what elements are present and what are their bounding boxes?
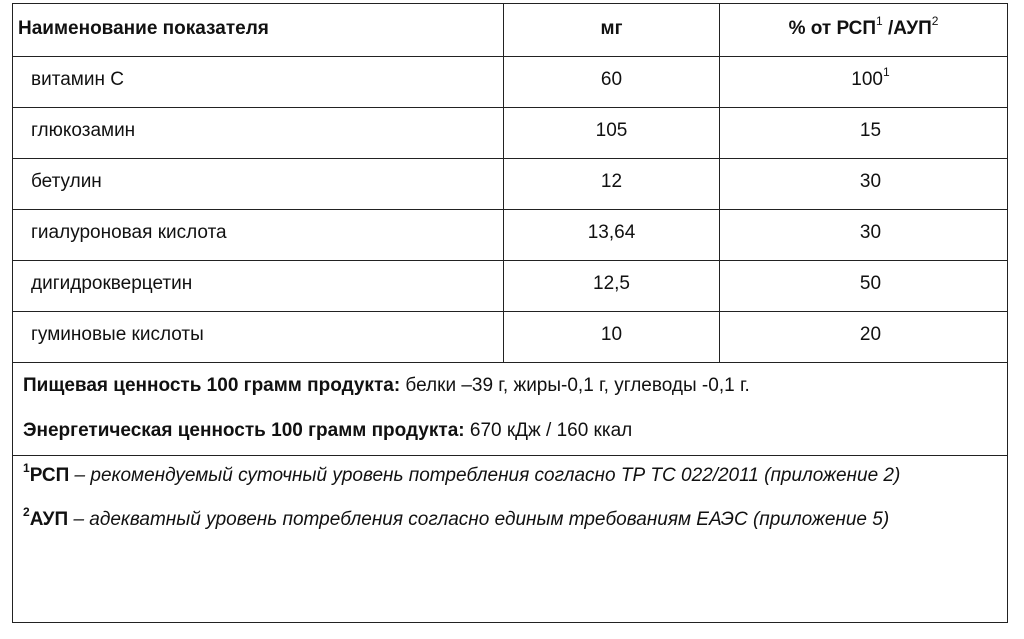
- row-name: гуминовые кислоты: [13, 312, 504, 362]
- row-name: витамин С: [13, 57, 504, 107]
- row-mg: 60: [504, 57, 720, 107]
- row-percent-value: 50: [859, 273, 882, 294]
- row-name: глюкозамин: [13, 108, 504, 158]
- footnote-1-text: – рекомендуемый суточный уровень потребления согласно ТР ТС 022/2011 (приложение 2): [69, 465, 901, 486]
- header-mg: мг: [504, 4, 720, 56]
- header-percent-rsp: % от РСП: [788, 18, 877, 39]
- row-name: гиалуроновая кислота: [13, 210, 504, 260]
- footnote-2-term: АУП: [29, 509, 69, 530]
- header-percent: [720, 4, 1007, 56]
- row-percent: [720, 57, 1007, 107]
- header-percent-aup: /АУП: [882, 18, 932, 39]
- nutrition-label: Пищевая ценность 100 грамм продукта:: [23, 375, 401, 396]
- row-mg: 12,5: [504, 261, 720, 311]
- row-mg: 10: [504, 312, 720, 362]
- row-percent-value: 20: [859, 324, 882, 345]
- row-percent: [720, 108, 1007, 158]
- table-row: [13, 108, 1007, 159]
- table-header-row: [13, 4, 1007, 57]
- row-percent-sup: 1: [883, 65, 890, 79]
- row-name: бетулин: [13, 159, 504, 209]
- row-percent: [720, 261, 1007, 311]
- footnote-1: [23, 456, 997, 491]
- table-row: [13, 261, 1007, 312]
- row-percent-value: 100: [851, 69, 883, 90]
- nutrition-line: [23, 363, 997, 397]
- row-percent-value: 15: [859, 120, 882, 141]
- table-row: [13, 210, 1007, 261]
- table-row: [13, 57, 1007, 108]
- footnote-2-text: – адекватный уровень потребления согласно единым требованиям ЕАЭС (приложение 5): [68, 509, 890, 530]
- header-name: Наименование показателя: [13, 4, 504, 56]
- row-percent-value: 30: [859, 222, 882, 243]
- header-percent-sup2: 2: [931, 14, 939, 28]
- footnote-1-term: РСП: [29, 465, 70, 486]
- energy-label: Энергетическая ценность 100 грамм продукта:: [23, 420, 465, 441]
- row-mg: 13,64: [504, 210, 720, 260]
- header-percent-sup1: 1: [876, 14, 883, 28]
- footnotes-block: [13, 456, 1007, 622]
- energy-line: [23, 397, 997, 442]
- nutrition-document: [12, 3, 1008, 623]
- table-row: [13, 159, 1007, 210]
- energy-value: 670 кДж / 160 ккал: [464, 420, 633, 441]
- row-mg: 105: [504, 108, 720, 158]
- nutrition-block: [13, 363, 1007, 456]
- row-percent-value: 30: [859, 171, 882, 192]
- footnote-2: [23, 491, 997, 535]
- row-name: дигидрокверцетин: [13, 261, 504, 311]
- footnote-2-marker: 2: [23, 505, 30, 519]
- row-percent: [720, 159, 1007, 209]
- row-mg: 12: [504, 159, 720, 209]
- footnote-1-marker: 1: [23, 461, 30, 475]
- table-row: [13, 312, 1007, 363]
- row-percent: [720, 312, 1007, 362]
- row-percent: [720, 210, 1007, 260]
- nutrition-value: белки –39 г, жиры-0,1 г, углеводы -0,1 г.: [400, 375, 750, 396]
